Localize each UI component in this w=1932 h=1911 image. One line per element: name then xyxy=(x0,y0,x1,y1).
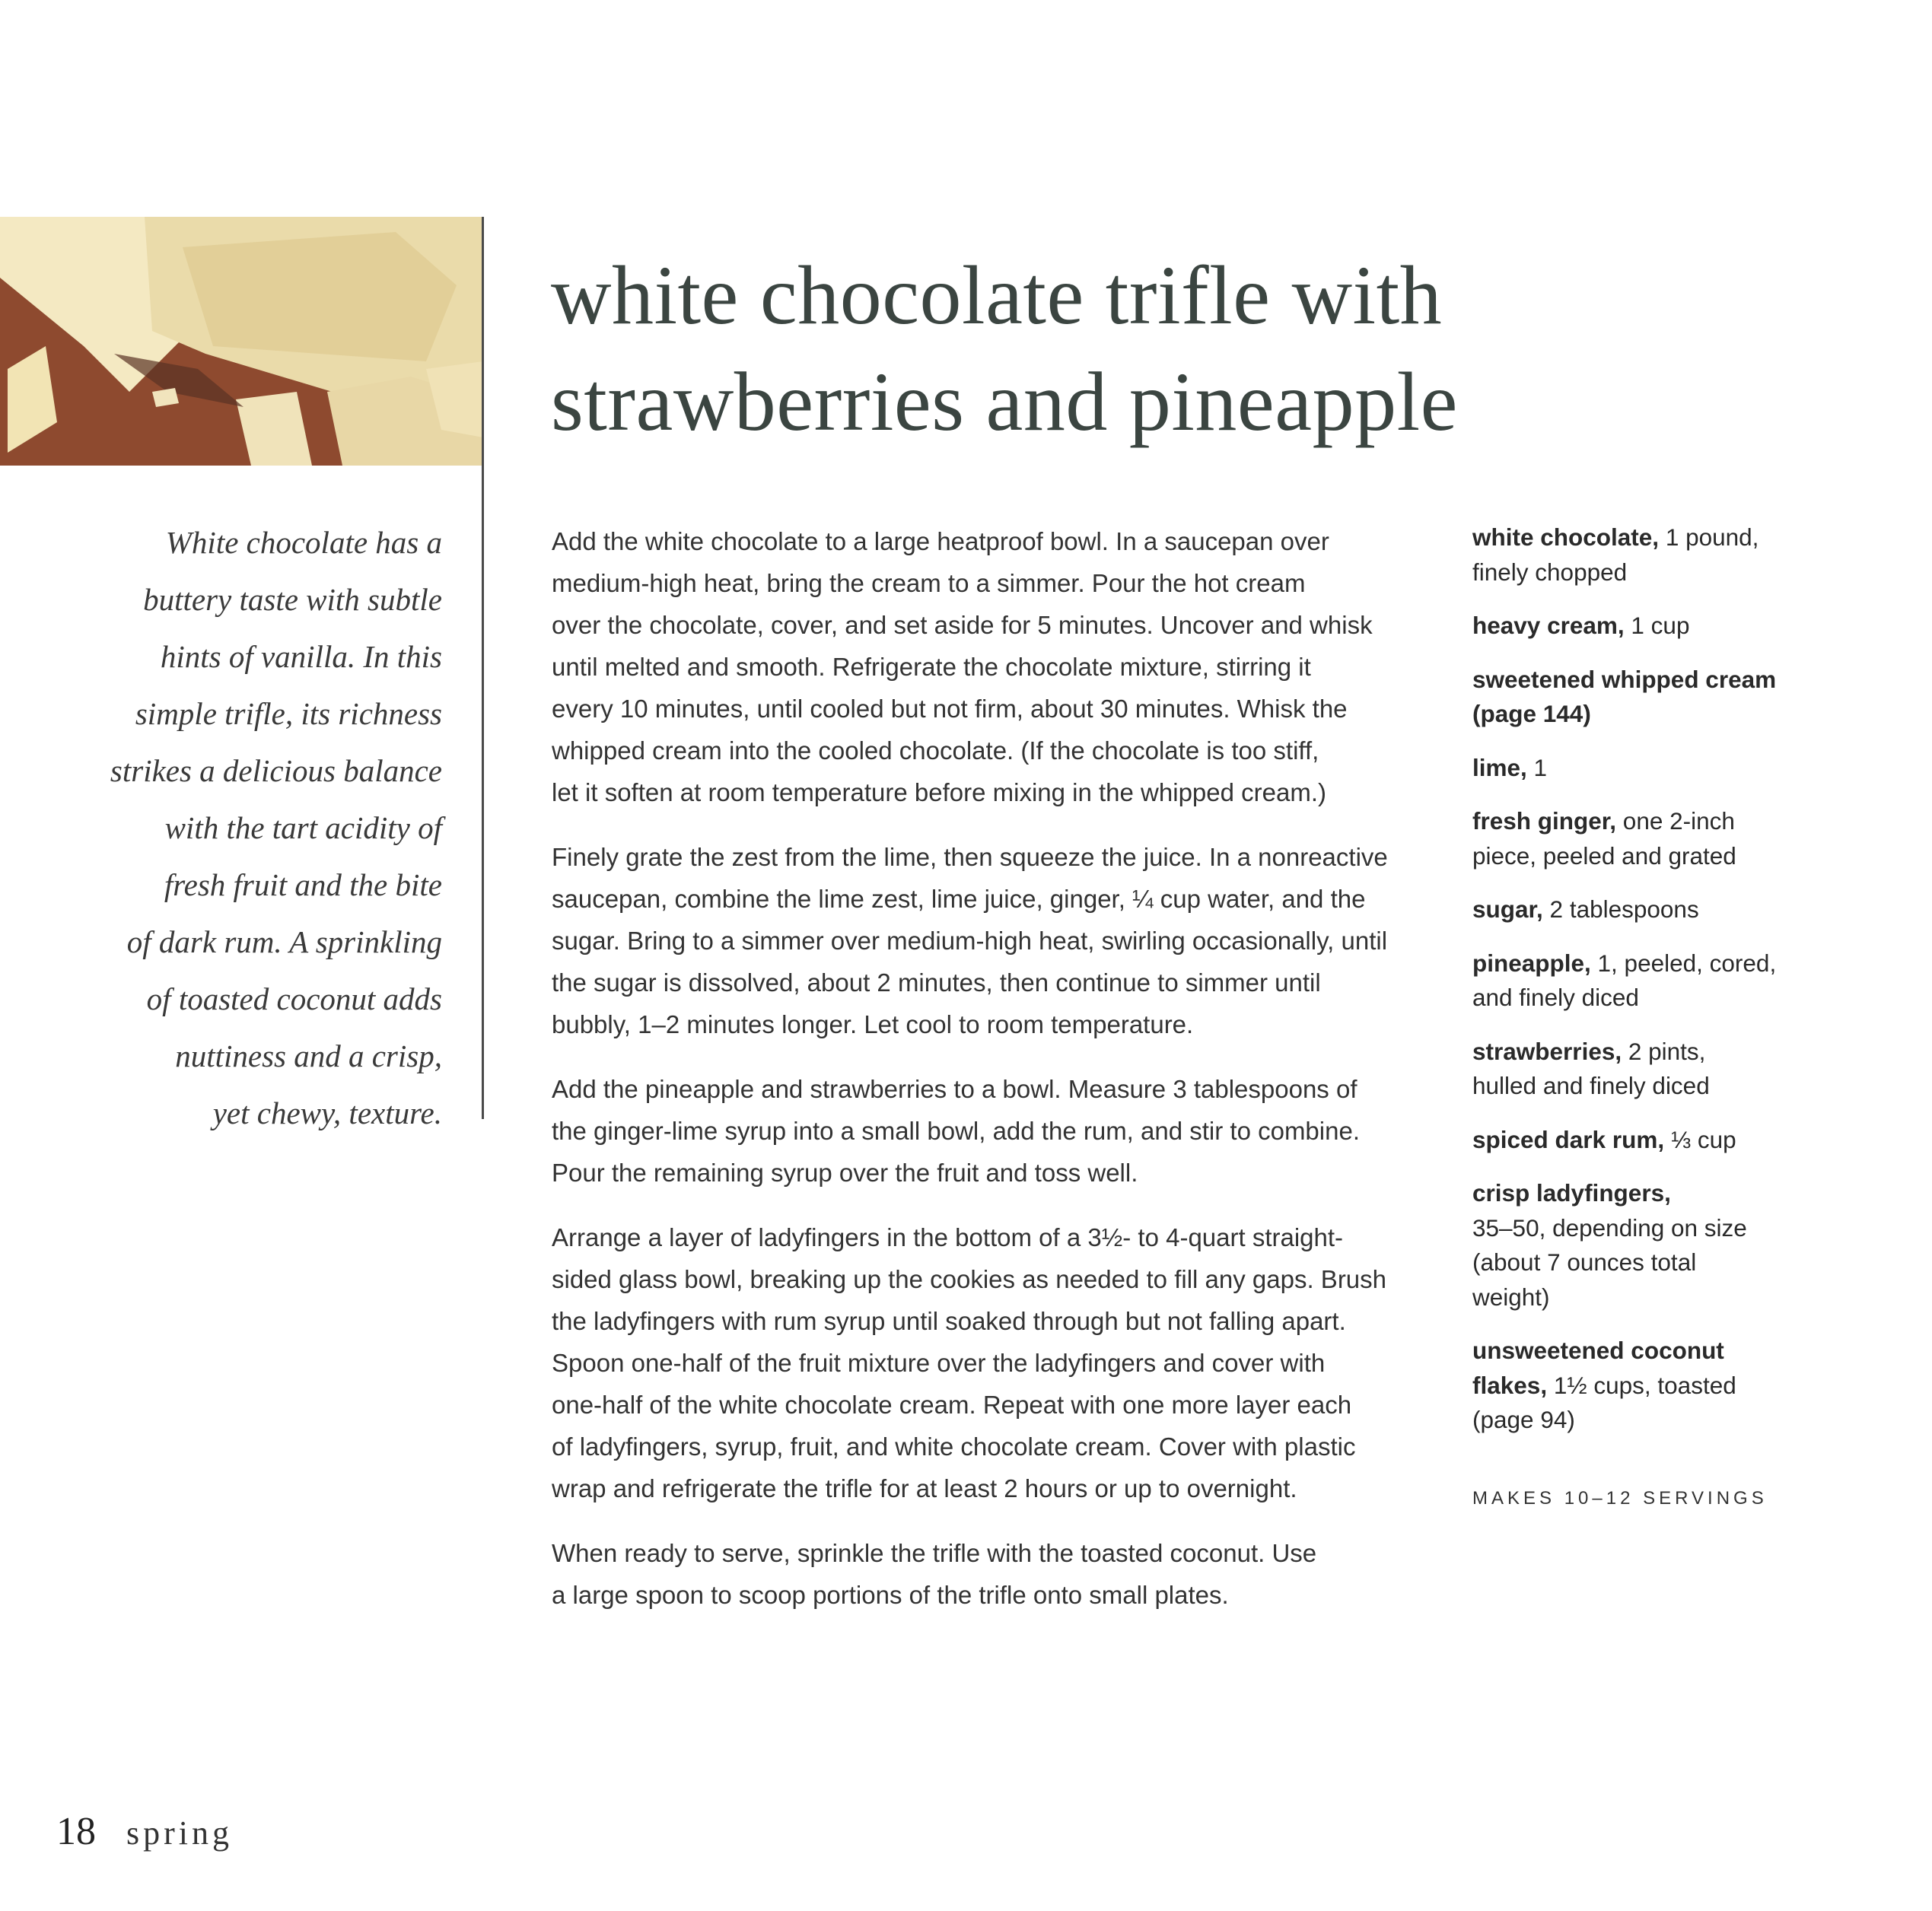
ingredient-line xyxy=(1472,981,1807,1016)
ingredient-line xyxy=(1472,555,1807,590)
instruction-paragraph xyxy=(552,1216,1434,1509)
ingredient-detail: finely chopped xyxy=(1472,558,1628,586)
ingredient-detail: 1 pound, xyxy=(1659,523,1759,551)
instruction-line: let it soften at room temperature before mixing in the whipped cream.) xyxy=(552,778,1326,806)
instruction-line: bubbly, 1–2 minutes longer. Let cool to room temperature. xyxy=(552,1010,1194,1038)
instruction-line: Add the pineapple and strawberries to a bowl. Measure 3 tablespoons of xyxy=(552,1075,1357,1103)
ingredient-line xyxy=(1472,804,1807,839)
ingredient-name: flakes, xyxy=(1472,1371,1548,1399)
ingredient-name: fresh ginger, xyxy=(1472,807,1617,835)
ingredient-item xyxy=(1472,804,1807,873)
sidebar-note-line: nuttiness and a crisp, xyxy=(175,1038,442,1073)
ingredient-line xyxy=(1472,1403,1807,1438)
sidebar-note-line: fresh fruit and the bite xyxy=(164,867,442,902)
instruction-line: saucepan, combine the lime zest, lime juice, ginger, ¼ cup water, and the xyxy=(552,885,1366,913)
ingredient-detail: 35–50, depending on size xyxy=(1472,1213,1747,1242)
ingredient-item xyxy=(1472,892,1807,927)
sidebar-note-line: simple trifle, its richness xyxy=(135,696,442,731)
ingredient-detail: 1½ cups, toasted xyxy=(1547,1371,1736,1399)
ingredient-item xyxy=(1472,946,1807,1016)
ingredient-detail: (page 94) xyxy=(1472,1406,1575,1433)
ingredient-line xyxy=(1472,1123,1807,1158)
ingredient-detail: 1, peeled, cored, xyxy=(1590,949,1777,977)
instruction-line: whipped cream into the cooled chocolate. (If the chocolate is too stiff, xyxy=(552,736,1319,765)
white-chocolate-photo xyxy=(0,217,483,466)
instruction-paragraph xyxy=(552,836,1434,1045)
ingredient-line xyxy=(1472,1211,1807,1246)
ingredient-line xyxy=(1472,1176,1807,1211)
ingredient-name: sweetened whipped cream xyxy=(1472,665,1777,693)
ingredient-item xyxy=(1472,1035,1807,1104)
instruction-line: the ladyfingers with rum syrup until soaked through but not falling apart. xyxy=(552,1307,1346,1335)
ingredient-line xyxy=(1472,1245,1807,1280)
ingredient-line xyxy=(1472,946,1807,981)
sidebar-note-line: with the tart acidity of xyxy=(164,810,442,845)
sidebar-note-line: of toasted coconut adds xyxy=(146,981,442,1016)
instruction-paragraph xyxy=(552,1068,1434,1194)
instruction-line: of ladyfingers, syrup, fruit, and white chocolate cream. Cover with plastic xyxy=(552,1432,1356,1461)
chocolate-pieces-image xyxy=(0,217,483,466)
title-line: strawberries and pineapple xyxy=(551,355,1458,448)
instruction-line: Spoon one-half of the fruit mixture over the ladyfingers and cover with xyxy=(552,1349,1326,1377)
instruction-line: Arrange a layer of ladyfingers in the bottom of a 3½- to 4-quart straight- xyxy=(552,1223,1344,1251)
sidebar-note-line: of dark rum. A sprinkling xyxy=(126,924,442,959)
recipe-instructions xyxy=(552,520,1434,1639)
ingredient-detail: and finely diced xyxy=(1472,984,1639,1011)
instruction-line: one-half of the white chocolate cream. Repeat with one more layer each xyxy=(552,1391,1352,1419)
page-footer xyxy=(56,1809,233,1854)
instruction-line: medium-high heat, bring the cream to a simmer. Pour the hot cream xyxy=(552,569,1306,597)
ingredient-line xyxy=(1472,1280,1807,1315)
instruction-line: until melted and smooth. Refrigerate the chocolate mixture, stirring it xyxy=(552,653,1311,681)
instruction-line: Add the white chocolate to a large heatproof bowl. In a saucepan over xyxy=(552,527,1329,555)
ingredient-detail: 1 xyxy=(1526,753,1548,781)
ingredient-name: spiced dark rum, xyxy=(1472,1125,1665,1153)
ingredient-name: heavy cream, xyxy=(1472,612,1625,639)
instruction-line: wrap and refrigerate the trifle for at least 2 hours or up to overnight. xyxy=(552,1474,1297,1502)
ingredient-detail: 2 tablespoons xyxy=(1542,895,1699,923)
sidebar-note-line: buttery taste with subtle xyxy=(143,582,442,617)
ingredient-name: lime, xyxy=(1472,753,1527,781)
ingredient-detail: hulled and finely diced xyxy=(1472,1072,1710,1099)
instruction-line: Finely grate the zest from the lime, then squeeze the juice. In a nonreactive xyxy=(552,843,1388,871)
title-line: white chocolate trifle with xyxy=(551,249,1443,342)
instruction-line: the sugar is dissolved, about 2 minutes, then continue to simmer until xyxy=(552,968,1321,997)
ingredient-item xyxy=(1472,1123,1807,1158)
ingredient-item xyxy=(1472,1176,1807,1315)
section-name: spring xyxy=(126,1814,233,1852)
ingredient-name: crisp ladyfingers, xyxy=(1472,1179,1671,1207)
sidebar-note-line: hints of vanilla. In this xyxy=(160,639,442,674)
instruction-paragraph xyxy=(552,1532,1434,1616)
ingredient-name: white chocolate, xyxy=(1472,523,1660,551)
ingredient-line xyxy=(1472,1334,1807,1369)
ingredient-detail: one 2-inch xyxy=(1616,807,1735,835)
ingredient-line xyxy=(1472,839,1807,874)
ingredient-name: (page 144) xyxy=(1472,700,1591,727)
sidebar-note-line: White chocolate has a xyxy=(165,525,442,560)
ingredient-item xyxy=(1472,751,1807,786)
ingredient-line xyxy=(1472,697,1807,732)
instruction-line: a large spoon to scoop portions of the trifle onto small plates. xyxy=(552,1581,1229,1609)
ingredient-line xyxy=(1472,1035,1807,1070)
recipe-title xyxy=(551,242,1458,455)
ingredient-item xyxy=(1472,520,1807,590)
ingredient-detail: 1 cup xyxy=(1624,612,1690,639)
ingredient-item xyxy=(1472,663,1807,732)
ingredient-line xyxy=(1472,1369,1807,1404)
instruction-line: every 10 minutes, until cooled but not firm, about 30 minutes. Whisk the xyxy=(552,695,1348,723)
ingredient-detail: ⅓ cup xyxy=(1664,1125,1736,1153)
ingredient-line xyxy=(1472,609,1807,644)
ingredient-line xyxy=(1472,520,1807,555)
instruction-line: over the chocolate, cover, and set aside for 5 minutes. Uncover and whisk xyxy=(552,611,1373,639)
ingredient-detail: weight) xyxy=(1472,1283,1550,1311)
yield-label: MAKES 10–12 SERVINGS xyxy=(1472,1488,1768,1509)
ingredient-item xyxy=(1472,1334,1807,1438)
vertical-rule xyxy=(482,217,484,1119)
instruction-line: When ready to serve, sprinkle the trifle with the toasted coconut. Use xyxy=(552,1539,1317,1567)
ingredient-line xyxy=(1472,892,1807,927)
instruction-line: sugar. Bring to a simmer over medium-high heat, swirling occasionally, until xyxy=(552,927,1388,955)
ingredient-line xyxy=(1472,751,1807,786)
instruction-line: sided glass bowl, breaking up the cookies as needed to fill any gaps. Brush xyxy=(552,1265,1387,1293)
ingredient-detail: piece, peeled and grated xyxy=(1472,841,1736,870)
ingredient-list xyxy=(1472,520,1807,1457)
instruction-line: Pour the remaining syrup over the fruit and toss well. xyxy=(552,1159,1138,1187)
instruction-line: the ginger-lime syrup into a small bowl, add the rum, and stir to combine. xyxy=(552,1117,1360,1145)
sidebar-note-line: yet chewy, texture. xyxy=(212,1095,442,1130)
ingredient-name: sugar, xyxy=(1472,895,1543,923)
ingredient-name: unsweetened coconut xyxy=(1472,1337,1724,1364)
ingredient-detail: 2 pints, xyxy=(1622,1037,1706,1065)
ingredient-item xyxy=(1472,609,1807,644)
ingredient-name: strawberries, xyxy=(1472,1037,1622,1065)
page-number: 18 xyxy=(56,1810,96,1853)
ingredient-detail: (about 7 ounces total xyxy=(1472,1248,1697,1276)
ingredient-name: pineapple, xyxy=(1472,949,1591,977)
sidebar-note-line: strikes a delicious balance xyxy=(110,753,442,788)
sidebar-note xyxy=(46,514,442,1142)
ingredient-line xyxy=(1472,1069,1807,1104)
ingredient-line xyxy=(1472,663,1807,698)
instruction-paragraph xyxy=(552,520,1434,813)
